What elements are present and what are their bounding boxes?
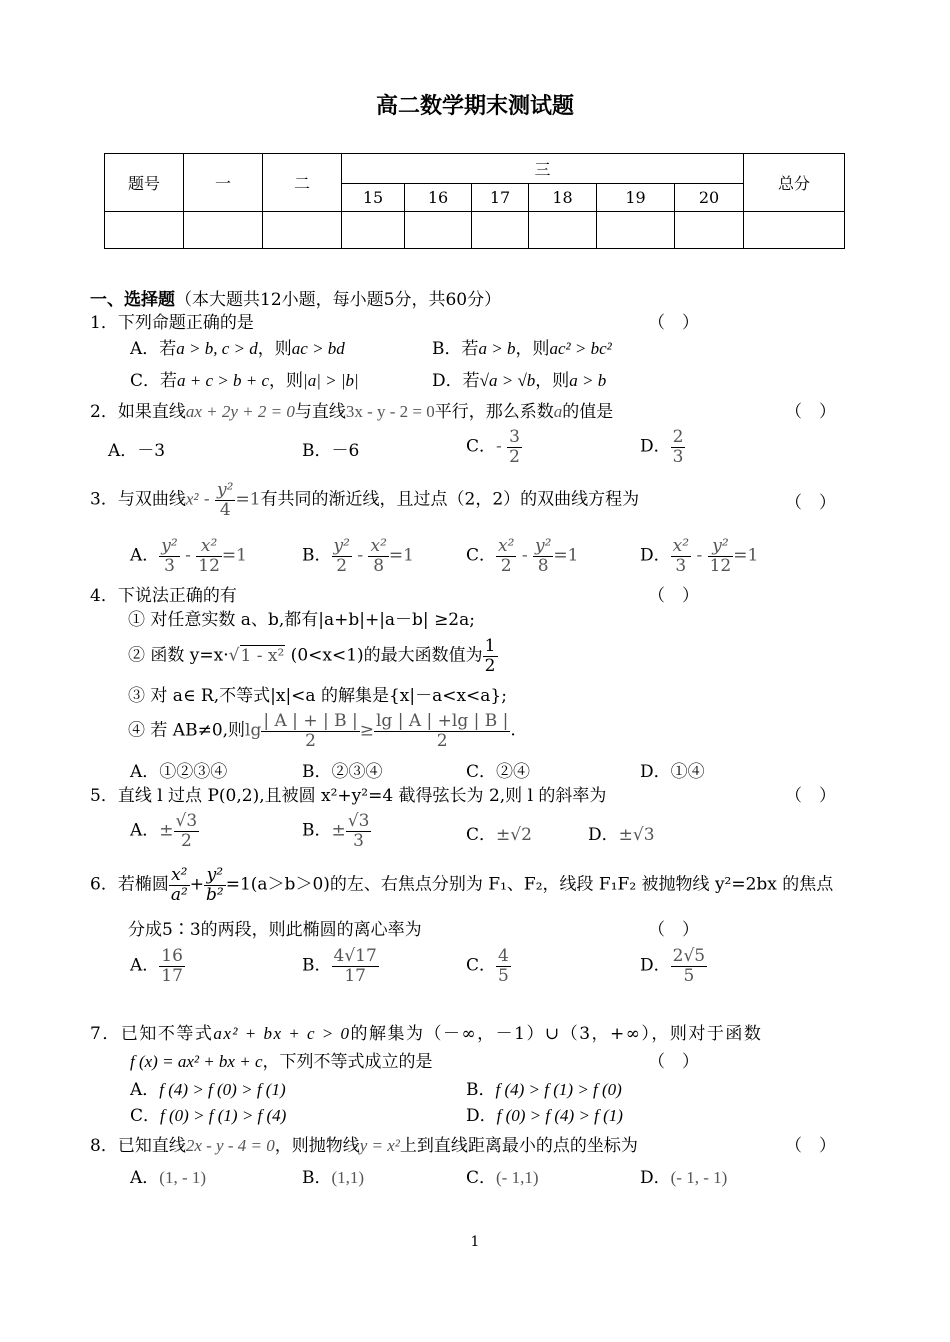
score-cell[interactable] (597, 212, 675, 249)
q3-option-c: C． $\frac{\text{x²}}{2}$ - $\frac{\text{y²}}{8}$ =1 (466, 536, 579, 576)
q4-option-c: C．②④ (466, 762, 531, 782)
q1-option-d: D．若√a > √b，则a > b (432, 371, 607, 391)
q6-stem-line2: 分成5∶3的两段，则此椭圆的离心率为 (128, 920, 422, 940)
q4-answer-paren[interactable]: （ ） (648, 586, 699, 606)
score-cell[interactable] (675, 212, 744, 249)
score-subcol: 19 (597, 184, 675, 212)
score-subcol: 20 (675, 184, 744, 212)
page-title: 高二数学期末测试题 (375, 94, 574, 119)
q2-answer-paren[interactable]: （ ） (785, 402, 836, 422)
q4-option-b: B．②③④ (302, 762, 383, 782)
q6-option-a: A． $\frac{16}{17}$ (130, 946, 183, 986)
q3-option-b: B． $\frac{\text{y²}}{2}$ - $\frac{\text{x²}}{8}$ =1 (302, 536, 414, 576)
q1-option-b: B．若a > b，则ac² > bc² (432, 339, 612, 359)
score-header-three: 三 (342, 154, 744, 184)
q7-answer-paren[interactable]: （ ） (648, 1052, 699, 1072)
q8-option-d: D．(- 1, - 1) (640, 1168, 728, 1188)
score-header-total: 总分 (744, 154, 845, 212)
q5-option-b: B．± $\frac{√3}{3}$ (302, 811, 370, 851)
q4-statement-2: ② 函数 y=x·√1 - x² (0<x<1)的最大函数值为 $\frac{1}{2}$ (128, 636, 496, 676)
score-cell[interactable] (405, 212, 472, 249)
q2-option-a: A．－3 (108, 441, 166, 461)
q4-statement-1: ① 对任意实数 a、b,都有|a+b|+|a－b| ≥2a; (128, 610, 475, 630)
score-cell[interactable] (184, 212, 263, 249)
q5-stem: 5．直线 l 过点 P(0,2),且被圆 x²+y²=4 截得弦长为 2,则 l 的斜率为 (90, 786, 607, 806)
q2-option-b: B．－6 (302, 441, 360, 461)
q5-answer-paren[interactable]: （ ） (785, 786, 836, 806)
q1-answer-paren[interactable]: （ ） (648, 313, 699, 333)
q3-stem: 3．与双曲线x² - $\frac{\text{y²}}{4}$ =1有共同的渐近线，且过点（2，2）的双曲线方程为 (90, 480, 640, 520)
score-header-one: 一 (184, 154, 263, 212)
q3-option-a: A． $\frac{\text{y²}}{3}$ - $\frac{\text{x²}}{12}$ =1 (130, 536, 247, 576)
q6-answer-paren[interactable]: （ ） (648, 920, 699, 940)
q7-option-b: B．f (4) > f (1) > f (0) (466, 1080, 622, 1100)
page-number: 1 (470, 1234, 480, 1250)
q2-stem: 2．如果直线ax + 2y + 2 = 0与直线3x - y - 2 = 0平行，那么系数a的值是 (90, 402, 614, 422)
q1-option-c: C．若a + c > b + c，则|a| > |b| (130, 371, 359, 391)
q5-option-a: A．± $\frac{√3}{2}$ (130, 811, 198, 851)
q8-option-a: A．(1, - 1) (130, 1168, 207, 1188)
q8-stem: 8．已知直线2x - y - 4 = 0，则抛物线y = x²上到直线距离最小的点的坐标为 (90, 1136, 638, 1156)
q6-stem: 6．若椭圆 $\frac{\text{x²}}{\text{a²}}$ + $\frac{\text{y²}}{\text{b²}}$ =1(a＞b＞0)的左、右焦点分别为 F₁、F₂，线段 F₁F₂ 被抛物线 y²=2bx 的焦点 (90, 865, 834, 905)
q6-option-b: B． $\frac{4√17}{17}$ (302, 946, 377, 986)
q6-option-d: D． $\frac{2√5}{5}$ (640, 946, 706, 986)
q7-option-a: A．f (4) > f (0) > f (1) (130, 1080, 286, 1100)
q7-option-c: C．f (0) > f (1) > f (4) (130, 1106, 287, 1126)
q8-answer-paren[interactable]: （ ） (785, 1136, 836, 1156)
score-cell[interactable] (472, 212, 529, 249)
q5-option-c: C．±√2 (466, 825, 532, 845)
q4-option-d: D．①④ (640, 762, 705, 782)
q7-stem-line2: f (x) = ax² + bx + c，下列不等式成立的是 (130, 1052, 433, 1072)
q4-option-a: A．①②③④ (130, 762, 228, 782)
q2-option-c: C．- $\frac{3}{2}$ (466, 427, 520, 467)
score-cell[interactable] (342, 212, 405, 249)
q5-option-d: D．±√3 (588, 825, 655, 845)
q1-stem: 1．下列命题正确的是 (90, 313, 254, 333)
q2-option-d: D． $\frac{2}{3}$ (640, 427, 684, 467)
section-heading-title: 一、选择题 (90, 290, 175, 310)
score-subcol: 15 (342, 184, 405, 212)
q1-option-a: A．若a > b, c > d，则ac > bd (130, 339, 345, 359)
score-table (104, 153, 845, 249)
section-heading (90, 290, 501, 310)
score-cell[interactable] (529, 212, 597, 249)
section-heading-desc: （本大题共12小题，每小题5分，共60分） (175, 290, 502, 310)
score-subcol: 16 (405, 184, 472, 212)
q4-statement-3: ③ 对 a∈ R,不等式|x|<a 的解集是{x|－a<x<a}; (128, 686, 507, 706)
score-cell[interactable] (263, 212, 342, 249)
score-cell[interactable] (744, 212, 845, 249)
q3-answer-paren[interactable]: （ ） (785, 493, 836, 513)
q8-option-c: C．(- 1,1) (466, 1168, 539, 1188)
q3-option-d: D． $\frac{\text{x²}}{3}$ - $\frac{\text{y²}}{12}$ =1 (640, 536, 759, 576)
score-header-two: 二 (263, 154, 342, 212)
score-subcol: 18 (529, 184, 597, 212)
q7-stem: 7．已知不等式ax² + bx + c > 0的解集为（－∞，－1）∪（3，+∞），则对于函数 (90, 1024, 763, 1044)
score-cell[interactable] (105, 212, 184, 249)
q7-option-d: D．f (0) > f (4) > f (1) (466, 1106, 623, 1126)
q4-stem: 4．下说法正确的有 (90, 586, 237, 606)
score-subcol: 17 (472, 184, 529, 212)
q8-option-b: B．(1,1) (302, 1168, 365, 1188)
score-header-qnum: 题号 (105, 154, 184, 212)
q4-statement-4: ④ 若 AB≠0,则lg $\frac{| A | + | B |}{2}$ ≥ $\frac{\lg | A | +\lg | B |}{2}$ . (128, 711, 516, 751)
q6-option-c: C． $\frac{4}{5}$ (466, 946, 509, 986)
